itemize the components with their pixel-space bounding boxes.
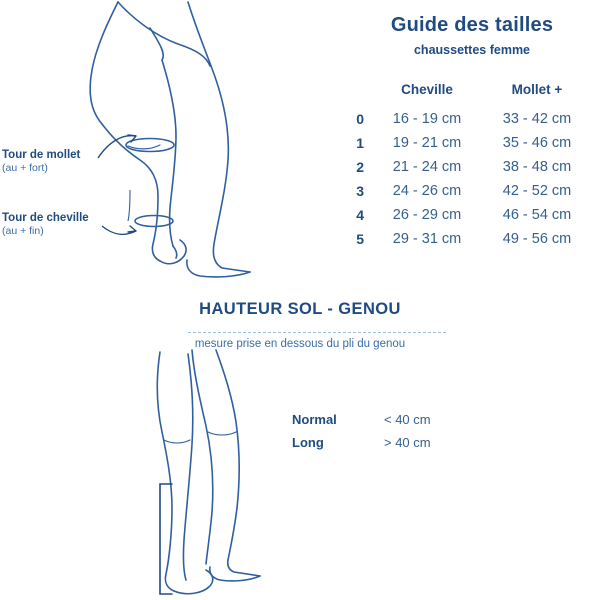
cell-cheville: 16 - 19 cm bbox=[392, 111, 462, 127]
divider-dashed bbox=[188, 332, 446, 333]
annotation-mollet-note: (au + fort) bbox=[2, 162, 48, 175]
column-header-size bbox=[348, 82, 372, 107]
table-row bbox=[348, 131, 592, 155]
section-title-hauteur: HAUTEUR SOL - GENOU bbox=[199, 300, 401, 318]
cell-height-value: > 40 cm bbox=[384, 435, 431, 450]
cell-mollet: 42 - 52 cm bbox=[502, 183, 572, 199]
cell-size: 1 bbox=[356, 135, 364, 151]
page-title: Guide des tailles bbox=[390, 14, 554, 36]
annotation-tour-de-cheville bbox=[2, 211, 89, 239]
cell-mollet: 49 - 56 cm bbox=[502, 231, 572, 247]
legs-illustration-bottom bbox=[120, 348, 340, 598]
cell-mollet: 38 - 48 cm bbox=[502, 159, 572, 175]
table-row bbox=[348, 203, 592, 227]
cell-cheville: 19 - 21 cm bbox=[392, 135, 462, 151]
annotation-tour-de-mollet bbox=[2, 148, 80, 176]
cell-mollet: 35 - 46 cm bbox=[502, 135, 572, 151]
annotation-mollet-label: Tour de mollet bbox=[2, 149, 81, 161]
column-header-cheville: Cheville bbox=[401, 82, 453, 97]
cell-cheville: 29 - 31 cm bbox=[392, 231, 462, 247]
cell-size: 2 bbox=[356, 159, 364, 175]
height-table bbox=[292, 408, 431, 454]
annotation-cheville-label: Tour de cheville bbox=[2, 212, 89, 224]
annotation-cheville-note: (au + fin) bbox=[2, 225, 44, 238]
cell-size: 3 bbox=[356, 183, 364, 199]
size-table bbox=[348, 82, 592, 251]
table-row bbox=[348, 179, 592, 203]
column-header-mollet: Mollet + bbox=[511, 82, 563, 97]
table-row bbox=[348, 227, 592, 251]
cell-mollet: 33 - 42 cm bbox=[502, 111, 572, 127]
cell-height-label: Normal bbox=[292, 412, 337, 427]
guide-title-block bbox=[352, 14, 592, 57]
cell-size: 0 bbox=[356, 111, 364, 127]
table-row bbox=[292, 408, 431, 431]
table-row bbox=[348, 155, 592, 179]
cell-cheville: 26 - 29 cm bbox=[392, 207, 462, 223]
cell-cheville: 24 - 26 cm bbox=[392, 183, 462, 199]
cell-size: 4 bbox=[356, 207, 364, 223]
section-subtitle-hauteur: mesure prise en dessous du pli du genou bbox=[194, 338, 406, 350]
cell-cheville: 21 - 24 cm bbox=[392, 159, 462, 175]
page-subtitle: chaussettes femme bbox=[413, 43, 531, 57]
cell-height-value: < 40 cm bbox=[384, 412, 431, 427]
legs-illustration-top bbox=[10, 0, 350, 290]
cell-height-label: Long bbox=[292, 435, 324, 450]
cell-mollet: 46 - 54 cm bbox=[502, 207, 572, 223]
table-header-row bbox=[348, 82, 592, 107]
table-row bbox=[292, 431, 431, 454]
cell-size: 5 bbox=[356, 231, 364, 247]
table-row bbox=[348, 107, 592, 131]
